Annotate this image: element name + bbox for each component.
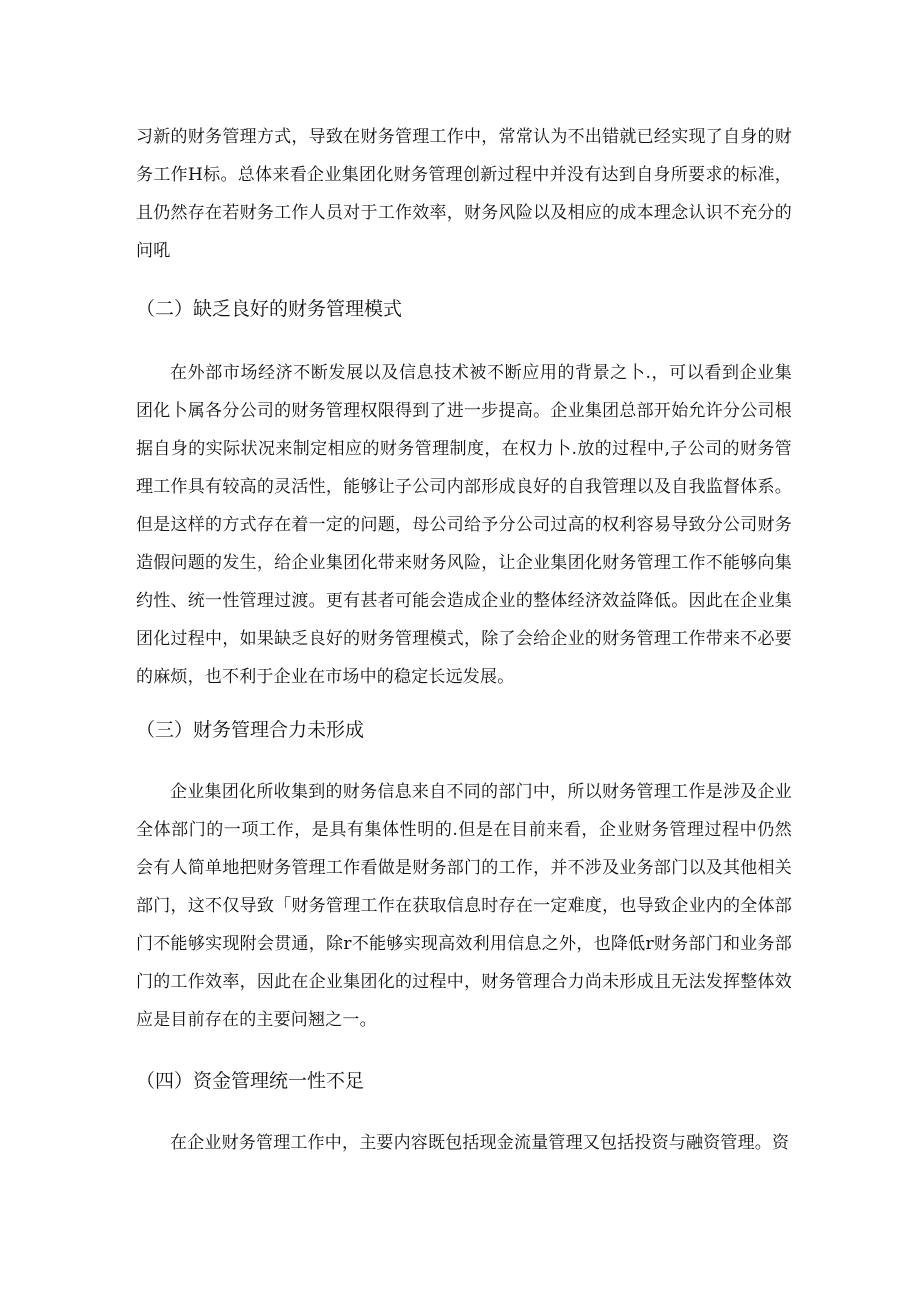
paragraph-block-1 bbox=[136, 118, 792, 270]
section-heading-3: （三）财务管理合力未形成 bbox=[136, 719, 365, 741]
paragraph-4: 在企业财务管理工作中，主要内容既包括现金流量管理又包括投资与融资管理。资 bbox=[170, 1133, 790, 1153]
section-heading-4: （四）资金管理统一性不足 bbox=[136, 1070, 365, 1092]
paragraph-2: 在外部市场经济不断发展以及信息技术被不断应用的背景之卜.，可以看到企业集团化卜属各分公司的财务管理权限得到了进一步提高。企业集团总部开始允许分公司根据自身的实际状况来制定相应的财务管理制度，在权力卜.放的过程中,子公司的财务管理工作具有较高的灵活性，能够让子公司内部形成良好的自我管理以及自我监督体系。但是这样的方式存在着一定的问题，母公司给予分公司过高的权利容易导致分公司财务造假问题的发生，给企业集团化带来财务风险，让企业集团化财务管理工作不能够向集约性、统一性管理过渡。更有甚者可能会造成企业的整体经济效益降低。因此在企业集团化过程中，如果缺乏良好的财务管理模式，除了会给企业的财务管理工作带来不必要的麻烦，也不利于企业在市场中的稳定长远发展。 bbox=[136, 363, 792, 687]
paragraph-block-4 bbox=[136, 1124, 792, 1162]
paragraph-3: 企业集团化所收集到的财务信息来自不同的部门中，所以财务管理工作是涉及企业全体部门的一项工作，是具有集体性明的.但是在目前来看，企业财务管理过程中仍然会有人简单地把财务管理工作看做是财务部门的工作，并不涉及业务部门以及其他相关部门，这不仅导致「财务管理工作在获取信息时存在一定难度，也导致企业内的全体部门不能够实现附会贯通，除r不能够实现高效利用信息之外，也降低r财务部门和业务部门的工作效率，因此在企业集团化的过程中，财务管理合力尚未形成且无法发挥整体效应是目前存在的主要问翘之一。 bbox=[136, 782, 792, 1030]
paragraph-block-2 bbox=[136, 354, 792, 696]
paragraph-1: 习新的财务管理方式，导致在财务管理工作中，常常认为不出错就已经实现了自身的财务工作H标。总体来看企业集团化财务管理创新过程中并没有达到自身所要求的标准，且仍然存在若财务工作人员对于工作效率，财务风险以及相应的成本理念认识不充分的问吼 bbox=[136, 127, 792, 261]
paragraph-block-3 bbox=[136, 773, 792, 1039]
section-heading-2: （二）缺乏良好的财务管理模式 bbox=[136, 298, 403, 320]
